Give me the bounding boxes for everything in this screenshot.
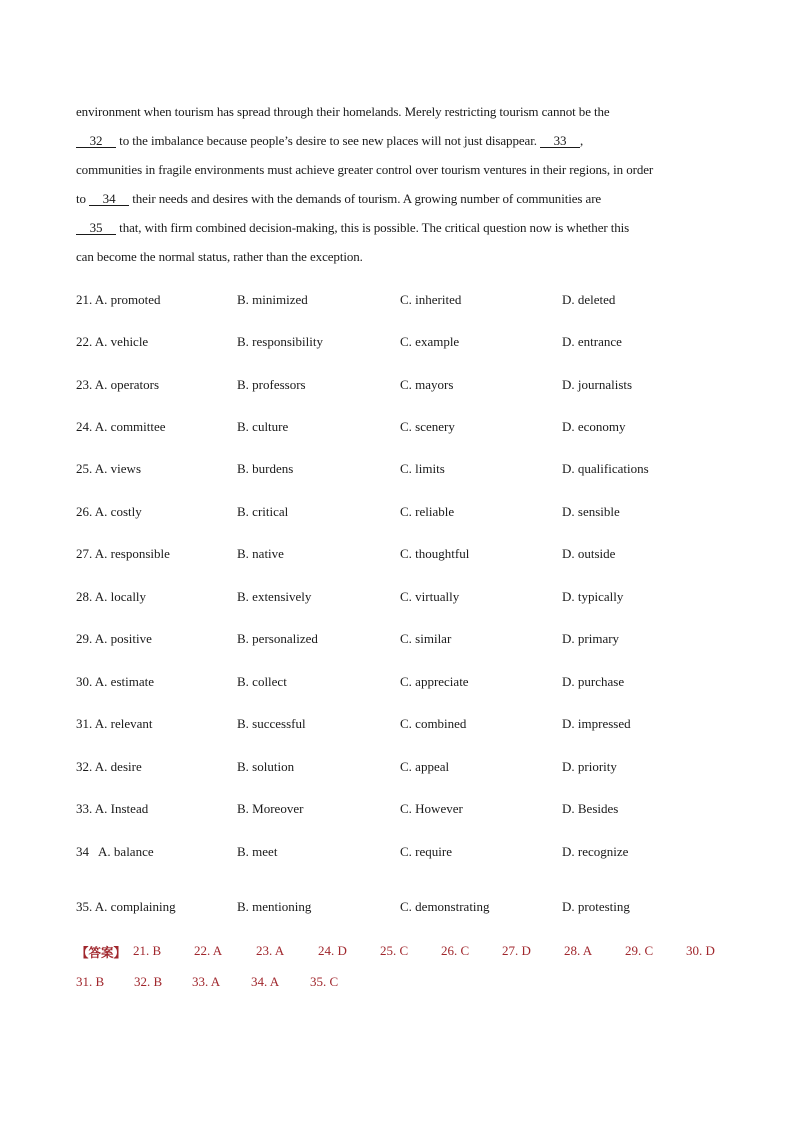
option-b: B. culture	[237, 419, 289, 434]
option-c: C. virtually	[400, 589, 460, 604]
question-30	[76, 674, 736, 692]
question-25	[76, 461, 736, 479]
passage-line-3: communities in fragile environments must achieve greater control over tourism ventures in their regions, in order	[76, 162, 654, 177]
blank-32: 32	[76, 134, 116, 148]
option-a: 26. A. costly	[76, 504, 142, 519]
option-c: C. appreciate	[400, 674, 469, 689]
option-a: 21. A. promoted	[76, 292, 161, 307]
option-a: 33. A. Instead	[76, 801, 149, 816]
question-21	[76, 292, 736, 310]
option-a: 27. A. responsible	[76, 546, 170, 561]
passage-line-2: 32 to the imbalance because people’s desire to see new places will not just disappear. 33 ,	[76, 133, 583, 149]
option-d: D. outside	[562, 546, 616, 561]
answer-item: 28. A	[564, 943, 593, 958]
option-a: 24. A. committee	[76, 419, 166, 434]
option-c: C. require	[400, 844, 452, 859]
question-24	[76, 419, 736, 437]
passage-line-6: can become the normal status, rather than the exception.	[76, 249, 363, 264]
answer-key-row-2	[76, 974, 736, 992]
option-a: 28. A. locally	[76, 589, 147, 604]
option-c: C. appeal	[400, 759, 450, 774]
question-26	[76, 504, 736, 522]
option-b: B. successful	[237, 716, 306, 731]
option-d: D. qualifications	[562, 461, 649, 476]
option-c: C. example	[400, 334, 460, 349]
question-32	[76, 759, 736, 777]
option-c: C. scenery	[400, 419, 455, 434]
answer-label: 【答案】	[76, 945, 127, 960]
answer-item: 24. D	[318, 943, 347, 958]
option-c: C. demonstrating	[400, 899, 490, 914]
answer-item: 23. A	[256, 943, 285, 958]
option-b: B. Moreover	[237, 801, 304, 816]
option-a: 35. A. complaining	[76, 899, 176, 914]
answer-item: 34. A	[251, 974, 280, 989]
question-31	[76, 716, 736, 734]
answer-key-row-1	[76, 943, 736, 961]
option-b: B. mentioning	[237, 899, 312, 914]
option-c: C. limits	[400, 461, 445, 476]
passage-line-4: to 34 their needs and desires with the demands of tourism. A growing number of communities are	[76, 191, 602, 206]
question-23	[76, 377, 736, 395]
answer-item: 22. A	[194, 943, 223, 958]
blank-34: 34	[89, 192, 129, 206]
option-b: B. native	[237, 546, 284, 561]
option-a: 31. A. relevant	[76, 716, 153, 731]
question-28	[76, 589, 736, 607]
option-d: D. protesting	[562, 899, 630, 914]
option-c: C. similar	[400, 631, 452, 646]
blank-33: 33	[540, 134, 580, 148]
option-b: B. solution	[237, 759, 295, 774]
option-d: D. journalists	[562, 377, 633, 392]
option-b: B. professors	[237, 377, 306, 392]
question-34	[76, 844, 736, 862]
answer-item: 21. B	[133, 943, 162, 958]
option-a: 22. A. vehicle	[76, 334, 149, 349]
option-d: D. economy	[562, 419, 626, 434]
question-29	[76, 631, 736, 649]
option-b: B. meet	[237, 844, 278, 859]
option-d: D. typically	[562, 589, 624, 604]
answer-item: 35. C	[310, 974, 339, 989]
option-c: C. thoughtful	[400, 546, 470, 561]
passage-line-5: 35 that, with firm combined decision-making, this is possible. The critical question now is whether this	[76, 220, 629, 236]
option-c: C. inherited	[400, 292, 462, 307]
blank-35: 35	[76, 221, 116, 235]
question-33	[76, 801, 736, 819]
option-b: B. collect	[237, 674, 287, 689]
option-d: D. Besides	[562, 801, 619, 816]
option-b: B. extensively	[237, 589, 312, 604]
option-b: B. critical	[237, 504, 289, 519]
answer-item: 33. A	[192, 974, 221, 989]
option-d: D. sensible	[562, 504, 620, 519]
option-a: 23. A. operators	[76, 377, 160, 392]
option-b: B. personalized	[237, 631, 318, 646]
option-a: 30. A. estimate	[76, 674, 154, 689]
question-22	[76, 334, 736, 352]
option-b: B. burdens	[237, 461, 294, 476]
answer-item: 32. B	[134, 974, 163, 989]
option-b: B. responsibility	[237, 334, 323, 349]
option-a: 34 A. balance	[76, 844, 154, 859]
answer-item: 25. C	[380, 943, 409, 958]
option-a: 32. A. desire	[76, 759, 142, 774]
passage-line-1: environment when tourism has spread through their homelands. Merely restricting tourism cannot be the	[76, 104, 610, 119]
question-35	[76, 899, 736, 917]
answer-item: 30. D	[686, 943, 715, 958]
answer-item: 26. C	[441, 943, 470, 958]
answer-item: 31. B	[76, 974, 105, 989]
option-a: 25. A. views	[76, 461, 141, 476]
option-b: B. minimized	[237, 292, 308, 307]
question-27	[76, 546, 736, 564]
option-d: D. deleted	[562, 292, 616, 307]
option-d: D. entrance	[562, 334, 622, 349]
option-c: C. However	[400, 801, 463, 816]
option-a: 29. A. positive	[76, 631, 152, 646]
option-d: D. primary	[562, 631, 620, 646]
option-d: D. impressed	[562, 716, 631, 731]
option-d: D. recognize	[562, 844, 629, 859]
option-c: C. reliable	[400, 504, 455, 519]
answer-item: 27. D	[502, 943, 531, 958]
answer-item: 29. C	[625, 943, 654, 958]
option-c: C. combined	[400, 716, 467, 731]
option-d: D. purchase	[562, 674, 625, 689]
option-c: C. mayors	[400, 377, 454, 392]
option-d: D. priority	[562, 759, 617, 774]
